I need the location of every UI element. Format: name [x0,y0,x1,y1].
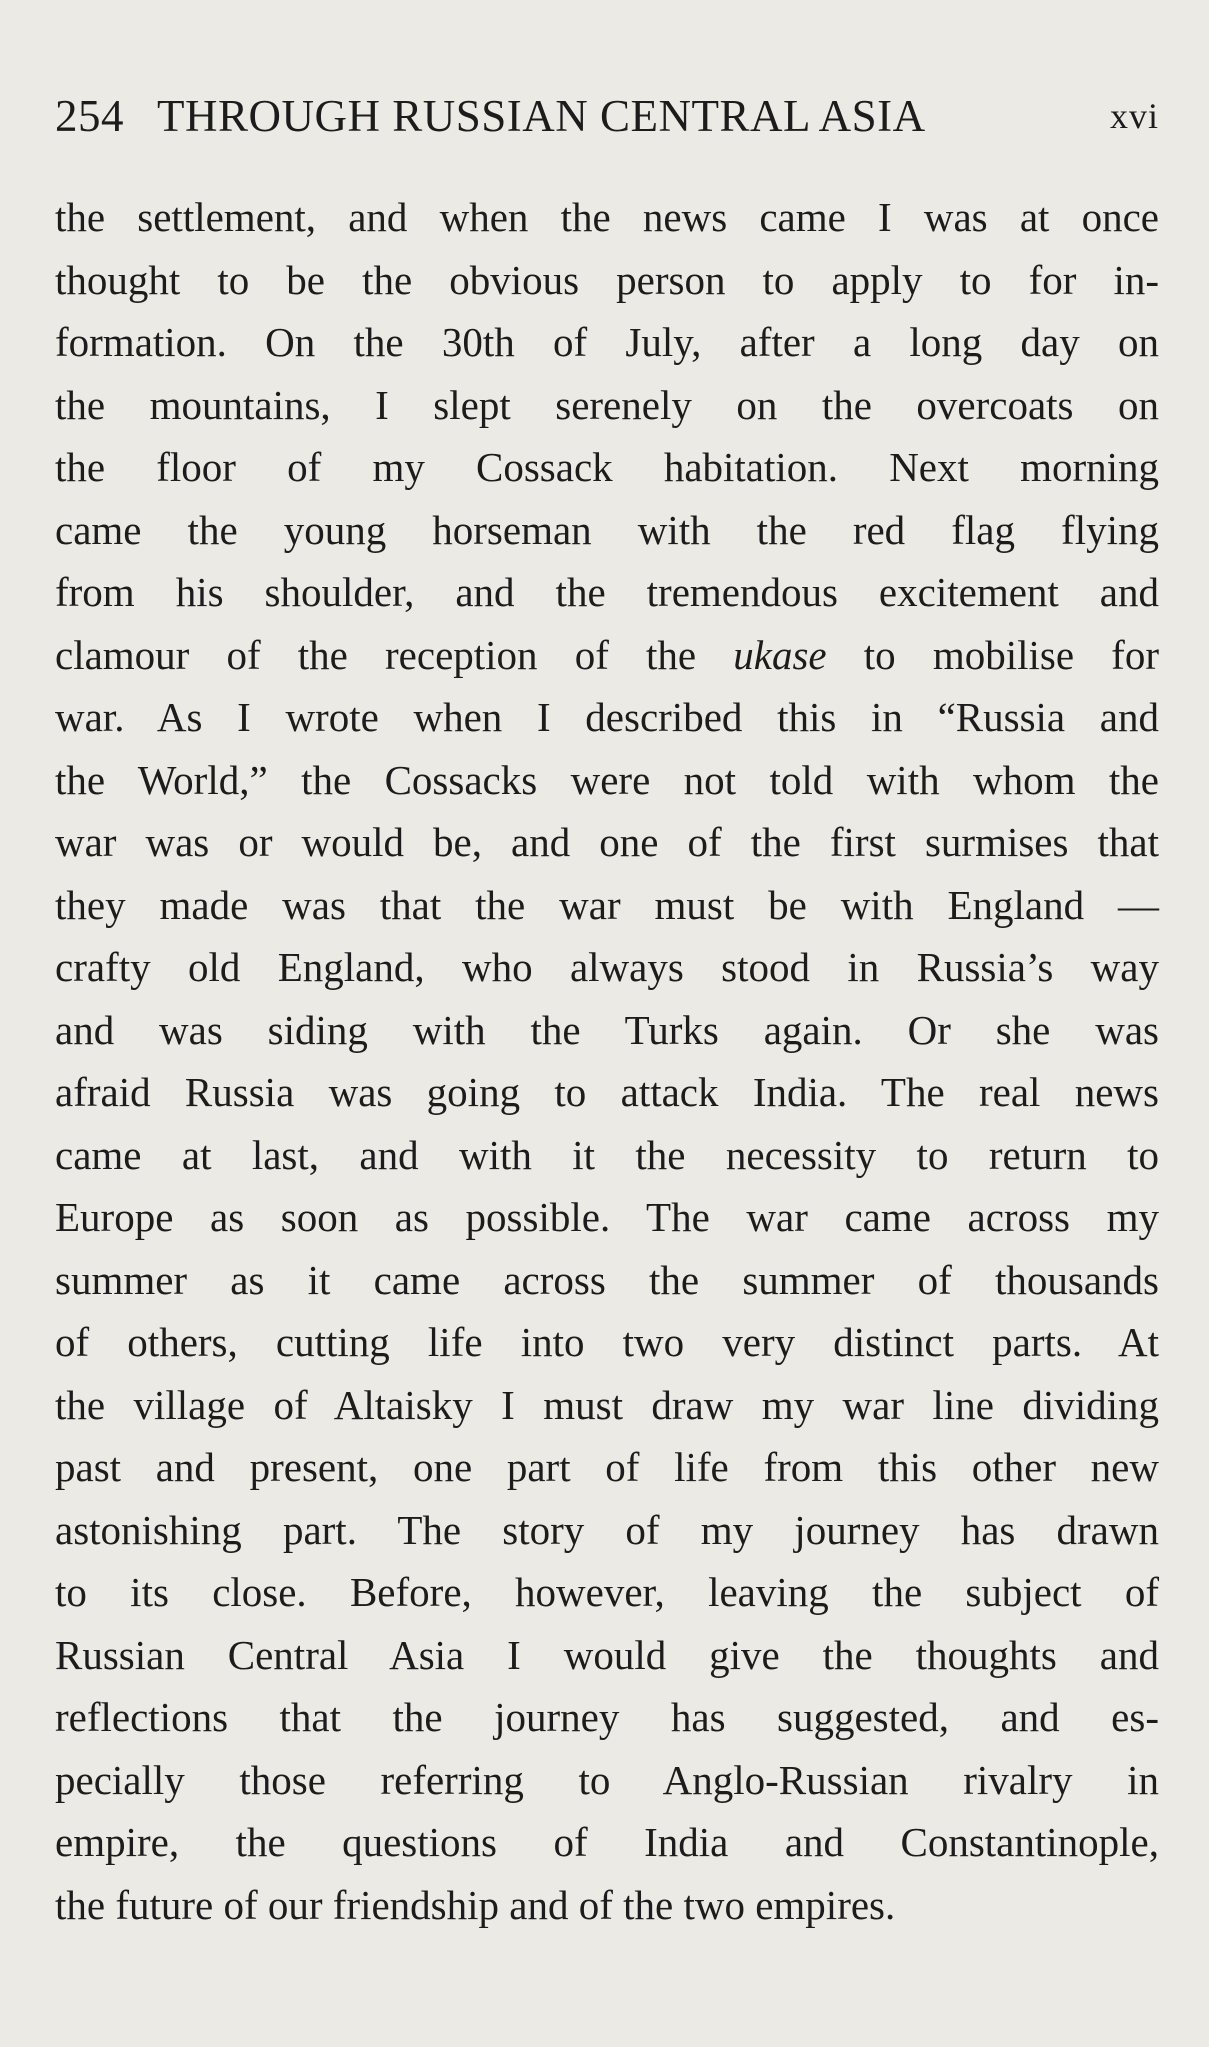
text-line: they made was that the war must be with England — [55,881,1159,928]
text-line: the settlement, and when the news came I was at once [55,194,1159,240]
running-head [55,88,1159,144]
text-segment: to mobilise for [826,631,1159,678]
text-line [55,624,1159,687]
body-text [55,186,1159,1936]
text-line: empire, the questions of India and Constantinople, [55,1819,1159,1865]
text-line: came the young horseman with the red flag flying [55,506,1159,553]
text-line: the mountains, I slept serenely on the overcoats on [55,381,1159,428]
text-line: pecially those referring to Anglo-Russian rivalry in [55,1756,1159,1803]
chapter-numeral: xvi [1109,96,1159,136]
text-line: and was siding with the Turks again. Or she was [55,1006,1159,1053]
text-line: summer as it came across the summer of thousands [55,1256,1159,1303]
text-line: Europe as soon as possible. The war came across my [55,1194,1159,1240]
text-line: to its close. Before, however, leaving the subject of [55,1569,1159,1615]
text-line: the future of our friendship and of the two empires. [55,1881,896,1928]
text-line: the floor of my Cossack habitation. Next morning [55,444,1159,490]
text-line: of others, cutting life into two very distinct parts. At [55,1319,1159,1365]
text-line: the World,” the Cossacks were not told with whom the [55,756,1159,803]
text-line: Russian Central Asia I would give the thoughts and [55,1631,1159,1678]
text-line: war was or would be, and one of the first surmises that [55,819,1159,865]
text-line: astonishing part. The story of my journey has drawn [55,1506,1159,1553]
text-line: formation. On the 30th of July, after a long day on [55,319,1159,365]
book-title: THROUGH RUSSIAN CENTRAL ASIA [157,91,926,141]
page-number: 254 [55,91,124,141]
text-line: the village of Altaisky I must draw my war line dividing [55,1381,1159,1428]
text-line: thought to be the obvious person to apply to for in- [55,256,1159,303]
text-line: came at last, and with it the necessity to return to [55,1131,1159,1178]
text-segment: clamour of the reception of the [55,631,734,678]
text-line: past and present, one part of life from this other new [55,1444,1159,1490]
text-line: from his shoulder, and the tremendous excitement and [55,569,1159,615]
text-line: afraid Russia was going to attack India. The real news [55,1069,1159,1115]
text-line: reflections that the journey has suggested, and es- [55,1694,1159,1740]
italic-term: ukase [733,631,827,678]
text-line: war. As I wrote when I described this in “Russia and [55,694,1159,740]
text-line: crafty old England, who always stood in Russia’s way [55,944,1159,990]
